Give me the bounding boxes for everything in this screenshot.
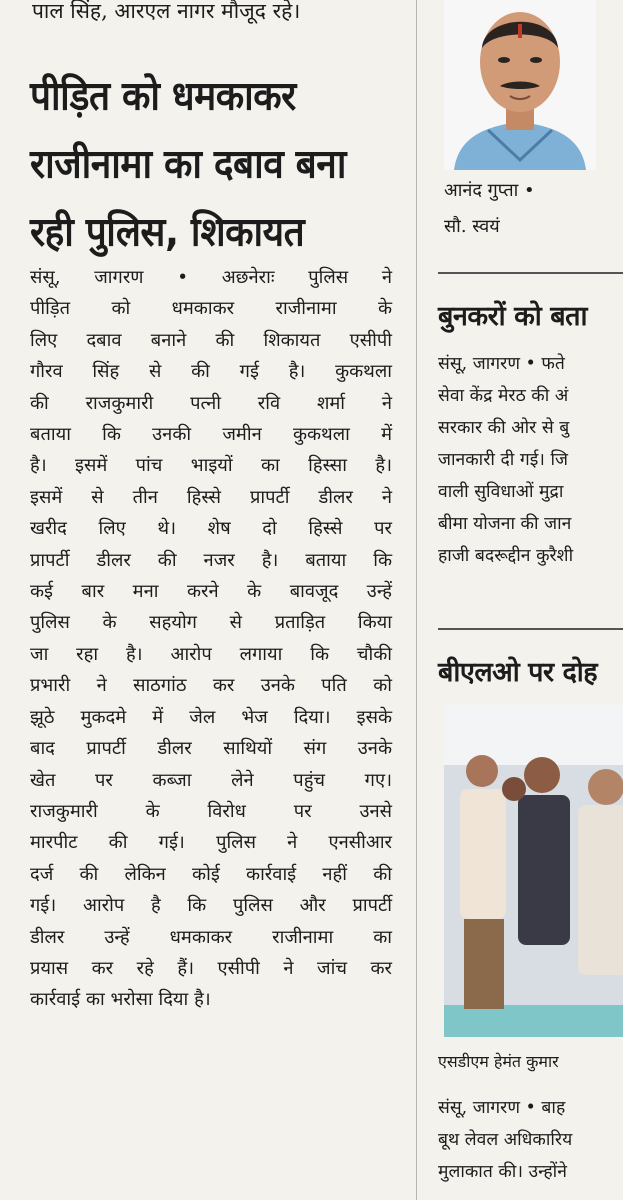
section-divider <box>438 272 623 274</box>
article-line: पीड़ित को धमकाकर राजीनामा के <box>30 298 392 320</box>
article-line: प्रभारी ने साठगांठ कर उनके पति को <box>30 675 392 697</box>
article-line: बताया कि उनकी जमीन कुकथला में <box>30 424 392 446</box>
group-photo-icon <box>444 705 623 1037</box>
article-line: संसू, जागरण • अछनेराः पुलिस ने <box>30 267 392 288</box>
article-line: बाद प्रापर्टी डीलर साथियों संग उनके <box>30 738 392 760</box>
photo-caption: एसडीएम हेमंत कुमार <box>438 1052 559 1071</box>
article-body <box>30 262 392 1016</box>
article-line: जा रहा है। आरोप लगाया कि चौकी <box>30 643 392 665</box>
story-line: मुलाकात की। उन्होंने <box>438 1162 567 1182</box>
article-line: की राजकुमारी पत्नी रवि शर्मा ने <box>30 392 392 414</box>
article-line: इसमें से तीन हिस्से प्रापर्टी डीलर ने <box>30 486 392 508</box>
headline-line: राजीनामा का दबाव बना <box>30 140 346 188</box>
portrait-source: सौ. स्वयं <box>444 216 500 237</box>
article-line: है। इसमें पांच भाइयों का हिस्सा है। <box>30 455 392 477</box>
story-line: सरकार की ओर से बु <box>438 418 570 438</box>
story-line: संसू, जागरण • बाह <box>438 1098 566 1118</box>
article-line: पुलिस के सहयोग से प्रताड़ित किया <box>30 612 392 634</box>
article-line: कार्रवाई का भरोसा दिया है। <box>30 989 211 1011</box>
story-line: संसू, जागरण • फते <box>438 354 565 374</box>
right-column <box>424 0 623 1200</box>
story-line: हाजी बदरूद्दीन कुरैशी <box>438 546 574 566</box>
previous-article-tail: पाल सिंह, आरएल नागर मौजूद रहे। <box>32 0 301 23</box>
story-body <box>438 1092 623 1188</box>
story-headline: बुनकरों को बता <box>438 301 588 332</box>
story-body <box>438 348 623 572</box>
headline-line: पीड़ित को धमकाकर <box>30 72 296 120</box>
story-headline: बीएलओ पर दोह <box>438 657 598 688</box>
headline-line: रही पुलिस, शिकायत <box>30 208 305 256</box>
article-line: गौरव सिंह से की गई है। कुकथला <box>30 361 392 383</box>
article-line: डीलर उन्हें धमकाकर राजीनामा का <box>30 926 392 948</box>
story-line: वाली सुविधाओं मुद्रा <box>438 482 564 502</box>
story-line: सेवा केंद्र मेरठ की अं <box>438 386 569 406</box>
article-line: खेत पर कब्जा लेने पहुंच गए। <box>30 769 392 791</box>
story-line: बूथ लेवल अधिकारिय <box>438 1130 573 1150</box>
article-line: दर्ज की लेकिन कोई कार्रवाई नहीं की <box>30 863 392 885</box>
article-line: मारपीट की गई। पुलिस ने एनसीआर <box>30 832 392 854</box>
portrait-photo <box>444 0 596 170</box>
article-headline <box>30 62 400 266</box>
person-portrait-icon <box>444 0 596 170</box>
story-line: जानकारी दी गई। जि <box>438 450 569 470</box>
section-divider <box>438 628 623 630</box>
article-line: झूठे मुकदमे में जेल भेज दिया। इसके <box>30 706 392 728</box>
article-line: गई। आरोप है कि पुलिस और प्रापर्टी <box>30 895 392 917</box>
article-line: प्रयास कर रहे हैं। एसीपी ने जांच कर <box>30 957 392 979</box>
article-line: राजकुमारी के विरोध पर उनसे <box>30 800 392 822</box>
article-line: कई बार मना करने के बावजूद उन्हें <box>30 581 392 603</box>
news-photo <box>444 705 623 1037</box>
article-line: प्रापर्टी डीलर की नजर है। बताया कि <box>30 549 392 571</box>
portrait-caption: आनंद गुप्ता • <box>444 180 535 201</box>
article-line: खरीद लिए थे। शेष दो हिस्से पर <box>30 518 392 540</box>
column-divider <box>416 0 417 1200</box>
article-line: लिए दबाव बनाने की शिकायत एसीपी <box>30 329 392 351</box>
story-line: बीमा योजना की जान <box>438 514 572 534</box>
